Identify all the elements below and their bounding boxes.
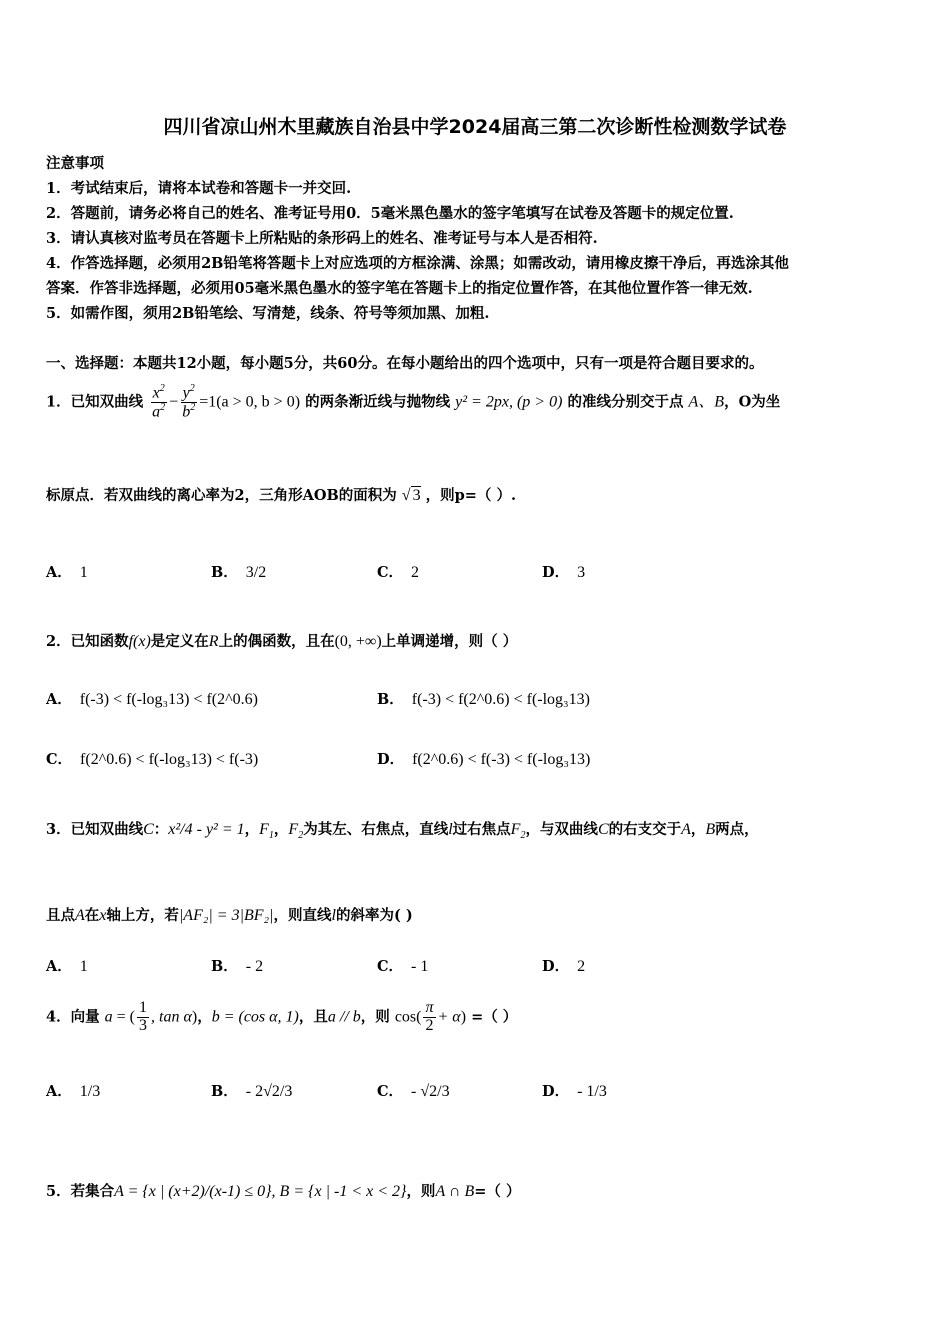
page-title: 四川省凉山州木里藏族自治县中学2024届高三第二次诊断性检测数学试卷	[163, 116, 787, 138]
question-2: 2．已知函数f(x)是定义在R上的偶函数，且在(0, +∞)上单调递增，则（ ）	[46, 633, 518, 650]
notice-item: 3．请认真核对监考员在答题卡上所粘贴的条形码上的姓名、准考证号与本人是否相符.	[46, 230, 598, 247]
q2-option-b[interactable]: B． f(-3) < f(2^0.6) < f(-log₃13)	[377, 691, 590, 708]
notice-item: 4．作答选择题，必须用2B铅笔将答题卡上对应选项的方框涂满、涂黑；如需改动，请用橡皮擦干净后，再选涂其他	[46, 255, 789, 272]
q1-option-c[interactable]: C． 2	[377, 564, 420, 581]
q2-option-c[interactable]: C． f(2^0.6) < f(-log₃13) < f(-3)	[46, 751, 259, 768]
q1-option-b[interactable]: B． 3/2	[211, 564, 267, 581]
question-5: 5．若集合A = {x | (x+2)/(x-1) ≤ 0}, B = {x | -1 < x < 2}，则A ∩ B=（ ）	[46, 1183, 521, 1200]
notice-heading: 注意事项	[46, 155, 104, 172]
q1-option-a[interactable]: A． 1	[46, 564, 88, 581]
q2-option-a[interactable]: A． f(-3) < f(-log₃13) < f(2^0.6)	[46, 691, 258, 708]
question-4: 4．向量 a = ( $\frac{1}{3}$ , tan α)，b = (cos α, 1)，且a // b，则 cos( $\frac{\pi}{2}$ + α) =（ ）	[46, 999, 518, 1034]
question-3-line2: 且点A在x轴上方，若|AF₂| = 3|BF₂|，则直线l的斜率为( )	[46, 907, 413, 924]
q4-option-c[interactable]: C． - √2/3	[377, 1083, 450, 1100]
question-3: 3．已知双曲线C：x²/4 - y² = 1，$F_1$，$F_2$为其左、右焦点，直线l过右焦点$F_2$，与双曲线C的右支交于A，B两点，	[46, 821, 759, 842]
notice-item: 2．答题前，请务必将自己的姓名、准考证号用0．5毫米黑色墨水的签字笔填写在试卷及答题卡的规定位置.	[46, 205, 734, 222]
notice-item: 答案．作答非选择题，必须用05毫米黑色墨水的签字笔在答题卡上的指定位置作答，在其他位置作答一律无效.	[46, 280, 753, 297]
hyperbola-condition: =1(a > 0, b > 0)	[199, 393, 301, 411]
q3-option-b[interactable]: B． - 2	[211, 958, 264, 975]
set-definitions: A = {x | (x+2)/(x-1) ≤ 0}, B = {x | -1 < x < 2}	[114, 1183, 407, 1200]
question-1-line2: 标原点．若双曲线的离心率为2，三角形AOB的面积为 √ 3 ，则p=（ ）.	[46, 487, 517, 504]
q2-option-d[interactable]: D． f(2^0.6) < f(-3) < f(-log₃13)	[377, 751, 591, 768]
q3-option-c[interactable]: C． - 1	[377, 958, 429, 975]
parabola-equation: y² = 2px, (p > 0)	[455, 393, 563, 411]
hyperbola-term: $\frac{x^2}{a^2}$	[152, 383, 166, 421]
q4-option-a[interactable]: A． 1/3	[46, 1083, 101, 1100]
notice-item: 5．如需作图，须用2B铅笔绘、写清楚，线条、符号等须加黑、加粗.	[46, 305, 490, 322]
hyperbola-equation: x²/4 - y² = 1	[168, 821, 245, 838]
section-heading: 一、选择题：本题共12小题，每小题5分，共60分。在每小题给出的四个选项中，只有一项是符合题目要求的。	[46, 355, 764, 372]
notice-item: 1．考试结束后，请将本试卷和答题卡一并交回.	[46, 180, 352, 197]
q4-option-d[interactable]: D． - 1/3	[542, 1083, 607, 1100]
q1-option-d[interactable]: D． 3	[542, 564, 586, 581]
q3-option-a[interactable]: A． 1	[46, 958, 88, 975]
q3-option-d[interactable]: D． 2	[542, 958, 586, 975]
q4-option-b[interactable]: B． - 2√2/3	[211, 1083, 293, 1100]
area-value: √ 3	[401, 487, 421, 504]
question-1: 1．已知双曲线 $\frac{x^2}{a^2}$ − $\frac{y^2}{b^2}$ =1(a > 0, b > 0) 的两条渐近线与抛物线 y² = 2px, (p > 0) 的准线分别交于点 A、B，O为坐	[46, 383, 781, 421]
